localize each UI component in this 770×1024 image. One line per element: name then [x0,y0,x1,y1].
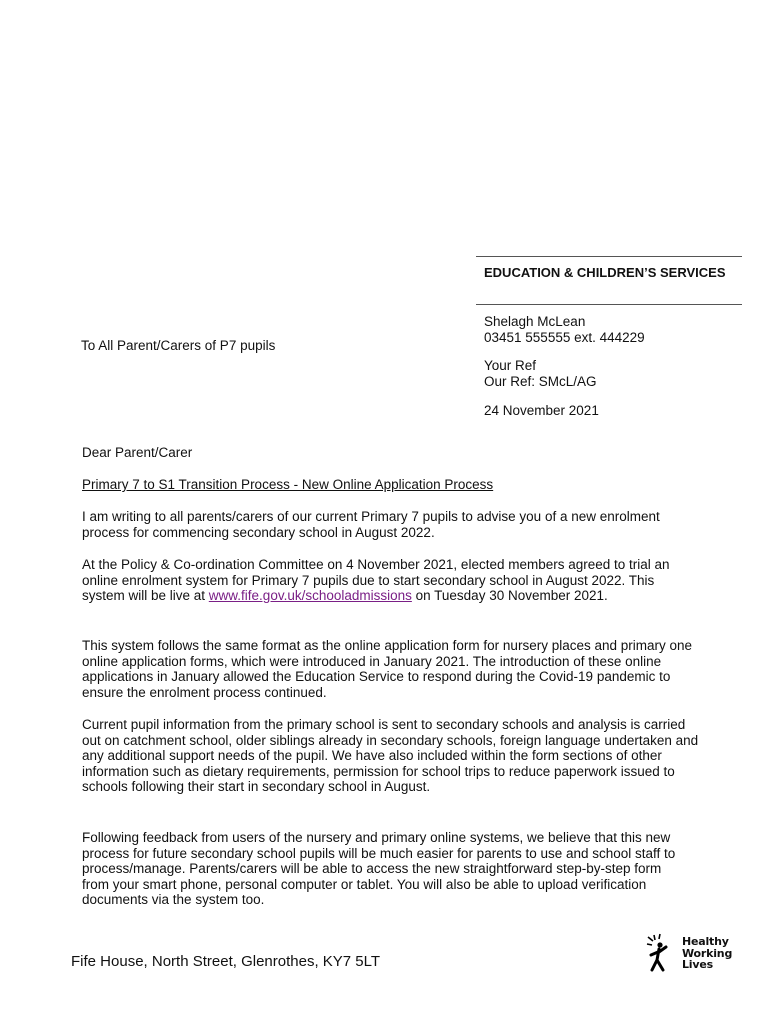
logo-line-2: Working [682,946,733,960]
letter-date: 24 November 2021 [484,403,599,418]
addressee: To All Parent/Carers of P7 pupils [81,338,276,353]
person-figure-icon [644,933,678,973]
footer-address: Fife House, North Street, Glenrothes, KY7 5LT [71,953,381,970]
healthy-working-lives-logo [644,933,744,973]
contact-name: Shelagh McLean [484,314,586,329]
paragraph-5: Following feedback from users of the nursery and primary online systems, we believe that this new process for future secondary school pupils will be much easier for parents to use and school staff to process/manage. Parents/carers will be able to access the new straightforward step-by-step form from your smart phone, personal computer or tablet. You will also be able to upload verification documents via the system too. [82,830,676,908]
your-ref: Your Ref [484,358,537,373]
paragraph-2-text-end: on Tuesday 30 November 2021. [411,588,608,604]
logo-line-1: Healthy [682,935,729,948]
school-admissions-link[interactable]: www.fife.gov.uk/schooladmissions [208,588,412,604]
header-top-rule [476,256,742,257]
logo-wordmark [682,936,732,971]
paragraph-2-text: At the Policy & Co-ordination Committee on 4 November 2021, elected members agreed to trial an online enrolment system for Primary 7 pupils due to start secondary school in August 2022. This system will be live at [82,557,670,604]
header-bottom-rule [476,304,742,305]
paragraph-4: Current pupil information from the primary school is sent to secondary schools and analysis is carried out on catchment school, older siblings already in secondary schools, foreign language undertaken and any additional support needs of the pupil. We have also included within the form sections of other information such as dietary requirements, permission for school trips to reduce paperwork issued to schools following their start in secondary school in August. [82,717,699,795]
paragraph-2 [82,557,700,604]
paragraph-3: This system follows the same format as the online application form for nursery places and primary one online application forms, which were introduced in January 2021. The introduction of these online applications in January allowed the Education Service to respond during the Covid-19 pandemic to ensure the enrolment process continued. [82,638,693,700]
contact-phone: 03451 555555 ext. 444229 [484,330,645,345]
department-name: EDUCATION & CHILDREN’S SERVICES [484,265,726,280]
salutation: Dear Parent/Carer [82,445,193,460]
logo-line-3: Lives [682,958,713,971]
our-ref: Our Ref: SMcL/AG [484,374,597,389]
paragraph-1: I am writing to all parents/carers of our current Primary 7 pupils to advise you of a new enrolment process for commencing secondary school in August 2022. [82,509,660,540]
letter-subject: Primary 7 to S1 Transition Process - New Online Application Process [82,477,494,492]
